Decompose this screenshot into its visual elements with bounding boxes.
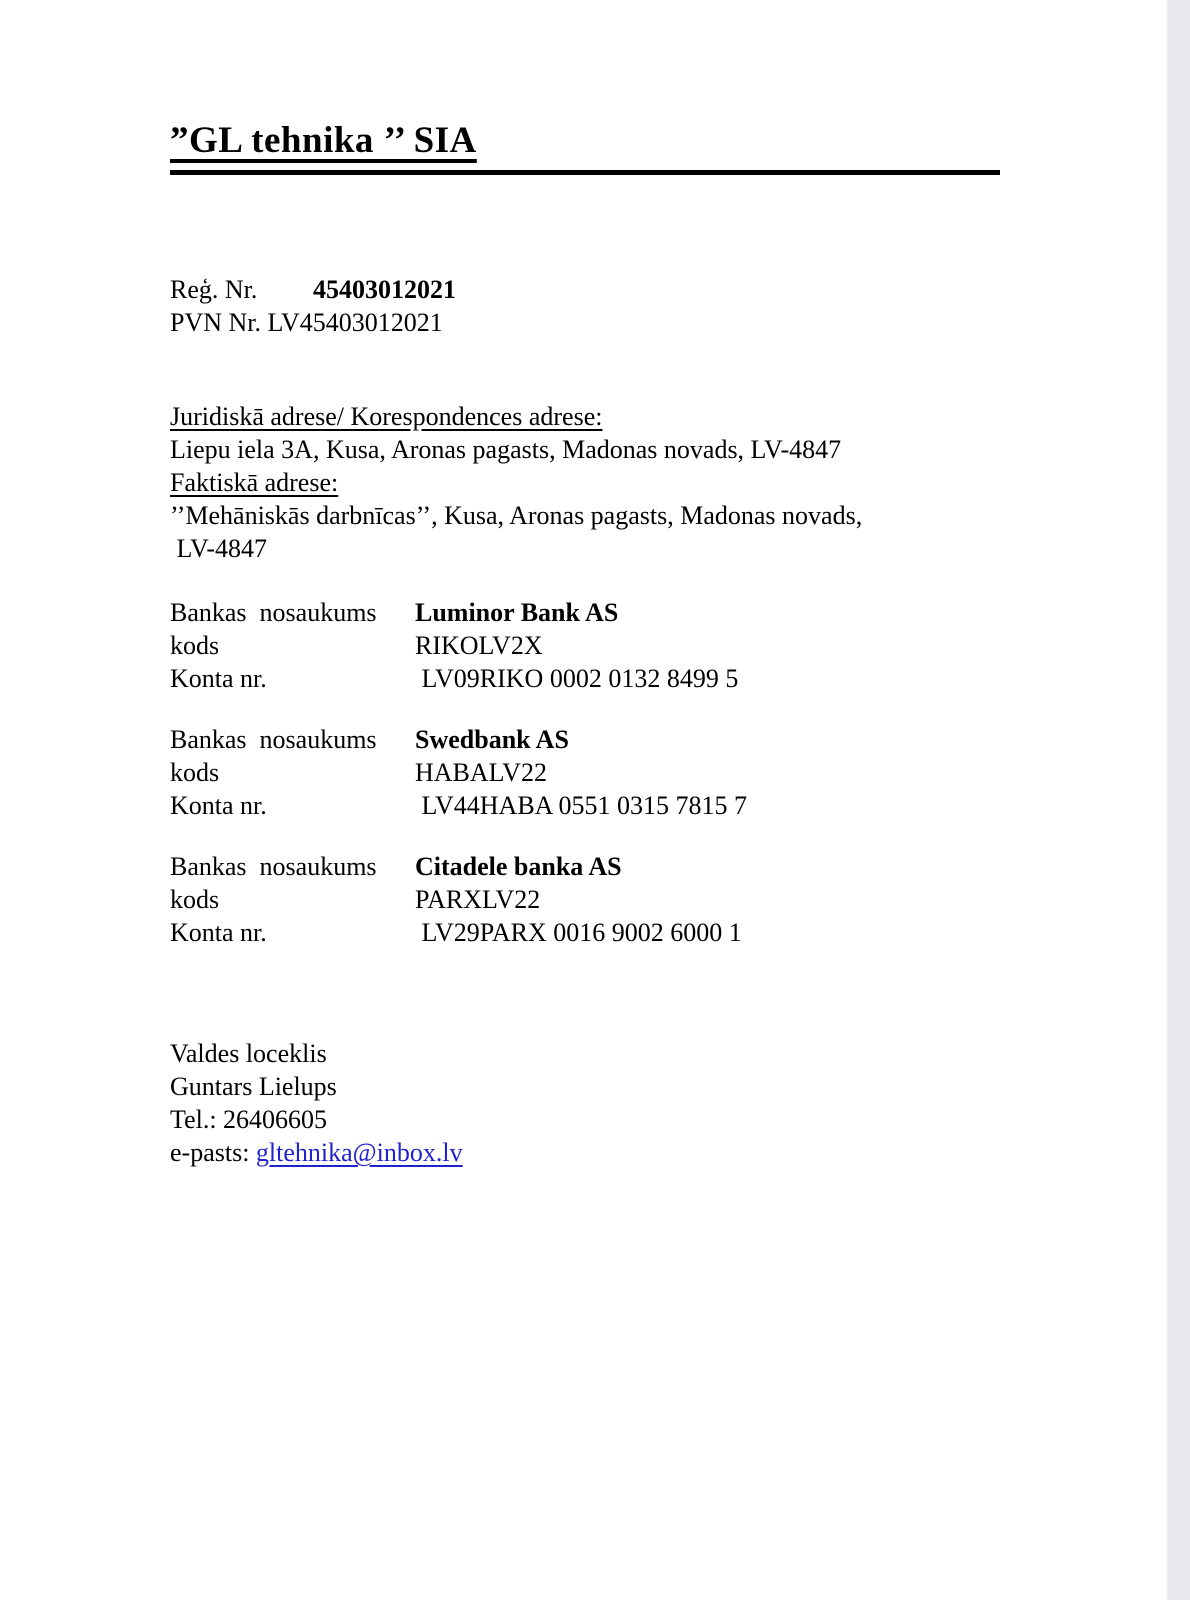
bank-name-value: Swedbank AS xyxy=(415,725,569,754)
bank-code-value: RIKOLV2X xyxy=(415,631,543,660)
bank-name-row xyxy=(170,850,1000,883)
actual-address-heading: Faktiskā adrese: xyxy=(170,468,339,497)
bank-account-label: Konta nr. xyxy=(170,664,267,693)
bank-account-value: LV29PARX 0016 9002 6000 1 xyxy=(415,918,742,947)
bank-code-row xyxy=(170,883,1000,916)
bank-code-value: PARXLV22 xyxy=(415,885,541,914)
bank-name-value: Luminor Bank AS xyxy=(415,598,619,627)
bank-code-value: HABALV22 xyxy=(415,758,547,787)
legal-address-heading: Juridiskā adrese/ Korespondences adrese: xyxy=(170,402,603,431)
company-title: ”GL tehnika ’’ SIA xyxy=(170,120,477,161)
email-label: e-pasts: xyxy=(170,1138,256,1167)
bank-account-row xyxy=(170,662,1000,695)
contact-name: Guntars Lielups xyxy=(170,1072,337,1101)
bank-code-label: kods xyxy=(170,885,220,914)
bank-account-value: LV09RIKO 0002 0132 8499 5 xyxy=(415,664,739,693)
page-edge-strip xyxy=(1166,0,1190,1600)
contact-position: Valdes loceklis xyxy=(170,1039,327,1068)
bank-code-label: kods xyxy=(170,758,220,787)
bank-name-label: Bankas nosaukums xyxy=(170,852,377,881)
addresses-block xyxy=(170,400,1000,565)
bank-code-row xyxy=(170,756,1000,789)
bank-name-row xyxy=(170,723,1000,756)
company-title-rule xyxy=(170,118,1000,175)
actual-address-line2: LV-4847 xyxy=(170,534,268,563)
bank-name-value: Citadele banka AS xyxy=(415,852,622,881)
bank-name-row xyxy=(170,596,1000,629)
bank-account-label: Konta nr. xyxy=(170,791,267,820)
bank-account-value: LV44HABA 0551 0315 7815 7 xyxy=(415,791,748,820)
legal-address-line: Liepu iela 3A, Kusa, Aronas pagasts, Madonas novads, LV-4847 xyxy=(170,435,842,464)
contact-email-line xyxy=(170,1136,1000,1169)
bank-name-label: Bankas nosaukums xyxy=(170,725,377,754)
bank-name-label: Bankas nosaukums xyxy=(170,598,377,627)
bank-block-swedbank xyxy=(170,723,1000,822)
vat-number-line: PVN Nr. LV45403012021 xyxy=(170,308,443,337)
bank-account-label: Konta nr. xyxy=(170,918,267,947)
email-link[interactable]: gltehnika@inbox.lv xyxy=(255,1138,463,1167)
bank-account-row xyxy=(170,916,1000,949)
bank-block-luminor xyxy=(170,596,1000,695)
contact-phone: Tel.: 26406605 xyxy=(170,1105,328,1134)
registration-block xyxy=(170,273,1000,339)
contact-block xyxy=(170,1037,1000,1169)
bank-code-label: kods xyxy=(170,631,220,660)
bank-account-row xyxy=(170,789,1000,822)
bank-block-citadele xyxy=(170,850,1000,949)
reg-number-label: Reģ. Nr. xyxy=(170,275,258,304)
bank-code-row xyxy=(170,629,1000,662)
actual-address-line1: ’’Mehāniskās darbnīcas’’, Kusa, Aronas pagasts, Madonas novads, xyxy=(170,501,863,530)
reg-number-row xyxy=(170,273,1000,306)
reg-number-value: 45403012021 xyxy=(313,275,456,304)
